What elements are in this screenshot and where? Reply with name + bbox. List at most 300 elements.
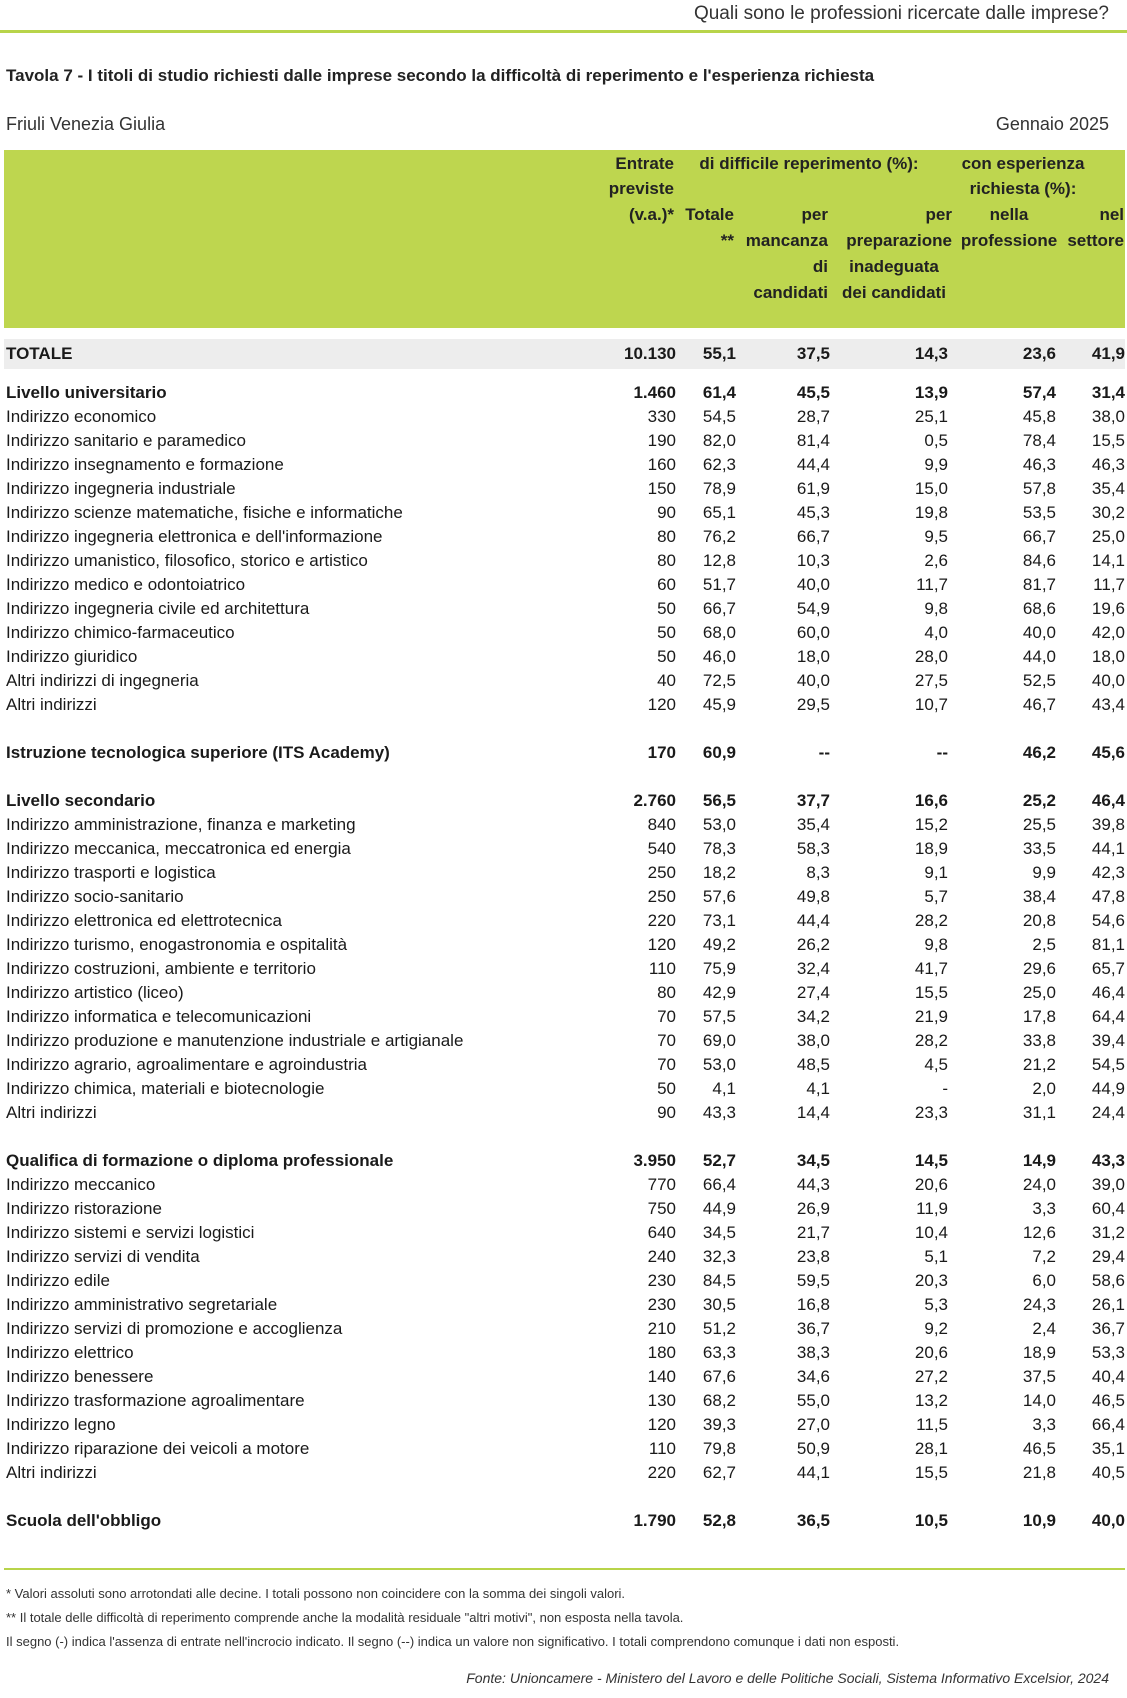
row-value: 44,0 — [1022, 647, 1056, 666]
row-value: 60,0 — [796, 623, 830, 642]
col-professione-line1: nella — [989, 205, 1029, 224]
row-value: 170 — [647, 743, 676, 762]
row-value: 28,2 — [914, 1031, 948, 1050]
row-value: 35,1 — [1091, 1439, 1125, 1458]
row-value: 20,6 — [914, 1343, 948, 1362]
row-value: 50 — [657, 1079, 676, 1098]
row-value: 27,2 — [914, 1367, 948, 1386]
row-value: 19,8 — [914, 503, 948, 522]
row-value: 21,9 — [914, 1007, 948, 1026]
row-value: 46,4 — [1091, 983, 1125, 1002]
row-value: 750 — [647, 1199, 676, 1218]
row-value: 18,9 — [914, 839, 948, 858]
row-value: 140 — [647, 1367, 676, 1386]
row-value: 27,5 — [914, 671, 948, 690]
row-value: 160 — [647, 455, 676, 474]
table-row — [6, 477, 1125, 501]
row-value: 79,8 — [702, 1439, 736, 1458]
row-value: 9,9 — [1032, 863, 1056, 882]
row-label: Indirizzo meccanica, meccatronica ed energia — [6, 839, 351, 858]
row-value: 34,2 — [796, 1007, 830, 1026]
table-row — [6, 501, 1125, 525]
row-value: 44,4 — [796, 455, 830, 474]
row-value: 50 — [657, 647, 676, 666]
row-value: 9,8 — [924, 935, 948, 954]
row-label: Indirizzo scienze matematiche, fisiche e informatiche — [6, 503, 403, 522]
row-value: 33,5 — [1022, 839, 1056, 858]
col-preparazione-line2: preparazione — [846, 231, 952, 250]
row-label: Indirizzo meccanico — [6, 1175, 156, 1194]
row-value: 52,8 — [702, 1511, 736, 1530]
row-label: Indirizzo ingegneria elettronica e dell'informazione — [6, 527, 383, 546]
row-value: 1.460 — [633, 383, 676, 402]
table-row — [6, 429, 1125, 453]
row-label: Indirizzo economico — [6, 407, 157, 426]
row-value: - — [942, 1079, 948, 1098]
row-label: Indirizzo giuridico — [6, 647, 138, 666]
row-value: 55,0 — [796, 1391, 830, 1410]
row-label: Indirizzo artistico (liceo) — [6, 983, 184, 1002]
row-value: 640 — [647, 1223, 676, 1242]
row-label: Altri indirizzi — [6, 1103, 97, 1122]
row-label: Indirizzo chimico-farmaceutico — [6, 623, 235, 642]
table-row — [6, 525, 1125, 549]
col-preparazione-line4: dei candidati — [842, 283, 946, 302]
row-value: 41,7 — [914, 959, 948, 978]
row-value: 16,6 — [914, 791, 948, 810]
row-value: 26,2 — [796, 935, 830, 954]
row-value: 120 — [647, 695, 676, 714]
row-label: Altri indirizzi — [6, 1463, 97, 1482]
row-value: 14,0 — [1022, 1391, 1056, 1410]
row-value: 52,5 — [1022, 671, 1056, 690]
table-row — [6, 621, 1125, 645]
table-row — [6, 885, 1125, 909]
table-row — [6, 933, 1125, 957]
row-value: 20,6 — [914, 1175, 948, 1194]
row-label: Indirizzo socio-sanitario — [6, 887, 184, 906]
row-value: 770 — [647, 1175, 676, 1194]
row-value: 78,4 — [1022, 431, 1056, 450]
row-value: 53,5 — [1022, 503, 1056, 522]
row-value: 4,0 — [924, 623, 948, 642]
row-value: 14,1 — [1091, 551, 1125, 570]
row-label: Indirizzo servizi di promozione e accoglienza — [6, 1319, 343, 1338]
row-value: 76,2 — [702, 527, 736, 546]
table-row — [6, 1077, 1125, 1101]
row-label: Indirizzo sanitario e paramedico — [6, 431, 247, 450]
row-value: 540 — [647, 839, 676, 858]
row-value: 80 — [657, 551, 676, 570]
row-value: 23,3 — [914, 1103, 948, 1122]
row-value: 44,9 — [1091, 1079, 1125, 1098]
row-value: 46,5 — [1022, 1439, 1056, 1458]
row-value: 3.950 — [633, 1151, 676, 1170]
row-value: 2,5 — [1032, 935, 1056, 954]
table-row — [6, 1341, 1125, 1365]
row-label: Indirizzo informatica e telecomunicazioni — [6, 1007, 312, 1026]
table-row — [6, 1029, 1125, 1053]
table-row — [6, 1269, 1125, 1293]
row-value: 49,8 — [796, 887, 830, 906]
row-value: 35,4 — [796, 815, 830, 834]
row-value: 13,2 — [914, 1391, 948, 1410]
col-totale-line1: Totale — [685, 205, 734, 224]
table-row — [6, 405, 1125, 429]
row-value: 31,4 — [1091, 383, 1125, 402]
table-row — [6, 1005, 1125, 1029]
row-value: 7,2 — [1032, 1247, 1056, 1266]
row-value: 2,0 — [1032, 1079, 1056, 1098]
row-value: 10.130 — [624, 344, 676, 363]
row-value: 53,3 — [1091, 1343, 1125, 1362]
row-value: 2,4 — [1032, 1319, 1056, 1338]
row-value: 10,7 — [914, 695, 948, 714]
row-value: 58,6 — [1091, 1271, 1125, 1290]
col-group-esperienza-line1: con esperienza — [961, 154, 1085, 173]
row-value: 44,1 — [796, 1463, 830, 1482]
row-label: Indirizzo ingegneria civile ed architettura — [6, 599, 310, 618]
row-value: 46,0 — [702, 647, 736, 666]
col-entrate-line1: Entrate — [615, 154, 674, 173]
row-label: Indirizzo medico e odontoiatrico — [6, 575, 246, 594]
row-value: 23,6 — [1022, 344, 1056, 363]
row-label: Livello universitario — [6, 383, 167, 402]
row-value: 75,9 — [702, 959, 736, 978]
row-value: 57,8 — [1022, 479, 1056, 498]
row-value: 29,6 — [1022, 959, 1056, 978]
row-value: 34,6 — [796, 1367, 830, 1386]
row-value: 9,8 — [924, 599, 948, 618]
table-row — [6, 381, 1125, 405]
row-value: 120 — [647, 935, 676, 954]
row-value: 29,4 — [1091, 1247, 1125, 1266]
row-value: 3,3 — [1032, 1199, 1056, 1218]
row-value: 10,5 — [914, 1511, 948, 1530]
row-value: 11,5 — [916, 1415, 948, 1434]
row-label: Indirizzo ristorazione — [6, 1199, 162, 1218]
footnote-1: * Valori assoluti sono arrotondati alle decine. I totali possono non coincidere con la somma dei singoli valori. — [6, 1586, 626, 1601]
row-value: 28,0 — [914, 647, 948, 666]
row-label: Indirizzo elettrico — [6, 1343, 134, 1362]
col-entrate-line3: (v.a.)* — [628, 205, 674, 224]
row-value: 17,8 — [1022, 1007, 1056, 1026]
row-label: Altri indirizzi — [6, 695, 97, 714]
row-value: 30,5 — [702, 1295, 736, 1314]
row-value: 50 — [657, 599, 676, 618]
row-value: 18,9 — [1022, 1343, 1056, 1362]
row-value: 40,0 — [1022, 623, 1056, 642]
row-value: 20,3 — [914, 1271, 948, 1290]
row-value: 57,5 — [702, 1007, 736, 1026]
region-label: Friuli Venezia Giulia — [6, 114, 166, 134]
row-value: 84,5 — [702, 1271, 736, 1290]
row-value: 18,0 — [1091, 647, 1125, 666]
row-value: 5,7 — [924, 887, 948, 906]
table-row — [6, 597, 1125, 621]
table-row — [6, 861, 1125, 885]
row-value: 78,3 — [702, 839, 736, 858]
row-value: 46,3 — [1022, 455, 1056, 474]
row-value: 40 — [657, 671, 676, 690]
row-value: 55,1 — [702, 344, 736, 363]
footnote-3: Il segno (-) indica l'assenza di entrate nell'incrocio indicato. Il segno (--) indica un valore non significativo. I totali comprendono comunque i dati non esposti. — [6, 1634, 900, 1649]
row-value: 11,7 — [916, 575, 948, 594]
row-value: 32,4 — [796, 959, 830, 978]
row-value: 27,0 — [796, 1415, 830, 1434]
table-row — [6, 1365, 1125, 1389]
row-value: 46,2 — [1022, 743, 1056, 762]
row-value: 13,9 — [914, 383, 948, 402]
row-value: 63,3 — [702, 1343, 736, 1362]
table-row — [6, 1317, 1125, 1341]
row-value: 15,5 — [914, 1463, 948, 1482]
row-label: Indirizzo ingegneria industriale — [6, 479, 236, 498]
row-value: 40,0 — [796, 671, 830, 690]
row-value: 16,8 — [796, 1295, 830, 1314]
row-value: 14,3 — [914, 344, 948, 363]
row-value: 52,7 — [702, 1151, 736, 1170]
table-row — [6, 342, 1125, 366]
col-mancanza-line3: di — [812, 257, 828, 276]
row-value: 35,4 — [1091, 479, 1125, 498]
row-value: 54,5 — [702, 407, 736, 426]
row-value: 40,0 — [1091, 1511, 1125, 1530]
header-rule — [0, 30, 1127, 33]
row-value: 62,3 — [702, 455, 736, 474]
row-value: 36,7 — [1091, 1319, 1125, 1338]
row-value: 56,5 — [702, 791, 736, 810]
row-value: 66,4 — [702, 1175, 736, 1194]
row-value: 20,8 — [1022, 911, 1056, 930]
row-value: 42,3 — [1091, 863, 1125, 882]
table-row — [6, 837, 1125, 861]
row-value: 26,9 — [796, 1199, 830, 1218]
row-label: Indirizzo umanistico, filosofico, storico e artistico — [6, 551, 368, 570]
row-value: 48,5 — [796, 1055, 830, 1074]
row-label: Indirizzo trasformazione agroalimentare — [6, 1391, 305, 1410]
row-value: 54,6 — [1091, 911, 1125, 930]
table-row — [6, 957, 1125, 981]
table-row — [6, 1461, 1125, 1485]
table-row — [6, 1101, 1125, 1125]
col-group-esperienza-line2: richiesta (%): — [969, 179, 1077, 198]
row-value: 81,4 — [796, 431, 830, 450]
row-value: 70 — [657, 1031, 676, 1050]
row-value: 44,9 — [702, 1199, 736, 1218]
row-value: 65,7 — [1091, 959, 1125, 978]
row-label: Qualifica di formazione o diploma professionale — [6, 1151, 394, 1170]
row-value: 34,5 — [702, 1223, 736, 1242]
row-value: 4,5 — [924, 1055, 948, 1074]
row-value: 220 — [647, 911, 676, 930]
row-label: Indirizzo amministrazione, finanza e marketing — [6, 815, 356, 834]
table-row — [6, 1437, 1125, 1461]
row-value: 39,8 — [1091, 815, 1125, 834]
row-value: 190 — [647, 431, 676, 450]
row-value: 25,0 — [1091, 527, 1125, 546]
row-value: 12,6 — [1022, 1223, 1056, 1242]
row-value: 37,5 — [796, 344, 830, 363]
row-value: 41,9 — [1091, 344, 1125, 363]
row-value: 44,4 — [796, 911, 830, 930]
row-value: 67,6 — [702, 1367, 736, 1386]
row-value: -- — [818, 743, 830, 762]
row-value: 64,4 — [1091, 1007, 1125, 1026]
row-label: Livello secondario — [6, 791, 156, 810]
row-value: 25,0 — [1022, 983, 1056, 1002]
row-value: 37,7 — [796, 791, 830, 810]
row-value: 40,5 — [1091, 1463, 1125, 1482]
section-title: Quali sono le professioni ricercate dalle imprese? — [693, 3, 1109, 24]
period-label: Gennaio 2025 — [995, 114, 1109, 134]
row-value: 80 — [657, 983, 676, 1002]
row-value: 58,3 — [796, 839, 830, 858]
row-label: Indirizzo costruzioni, ambiente e territorio — [6, 959, 316, 978]
row-value: 36,5 — [796, 1511, 830, 1530]
row-value: 42,0 — [1091, 623, 1125, 642]
row-value: 4,1 — [712, 1079, 736, 1098]
row-value: 26,1 — [1091, 1295, 1125, 1314]
row-value: 50 — [657, 623, 676, 642]
table-row — [6, 1197, 1125, 1221]
row-value: 28,1 — [914, 1439, 948, 1458]
row-value: 230 — [647, 1271, 676, 1290]
row-value: 84,6 — [1022, 551, 1056, 570]
table-row — [6, 1173, 1125, 1197]
row-label: Indirizzo legno — [6, 1415, 116, 1434]
row-value: 70 — [657, 1007, 676, 1026]
row-label: Indirizzo turismo, enogastronomia e ospitalità — [6, 935, 348, 954]
row-value: 70 — [657, 1055, 676, 1074]
row-value: -- — [936, 743, 948, 762]
row-value: 46,4 — [1091, 791, 1125, 810]
row-value: 49,2 — [702, 935, 736, 954]
row-value: 15,5 — [1091, 431, 1125, 450]
col-mancanza-line2: mancanza — [745, 231, 828, 250]
row-value: 45,5 — [796, 383, 830, 402]
row-value: 46,5 — [1091, 1391, 1125, 1410]
row-value: 24,3 — [1022, 1295, 1056, 1314]
col-preparazione-line1: per — [925, 205, 952, 224]
row-value: 59,5 — [796, 1271, 830, 1290]
row-value: 8,3 — [806, 863, 830, 882]
row-value: 39,3 — [702, 1415, 736, 1434]
row-value: 72,5 — [702, 671, 736, 690]
row-value: 66,7 — [702, 599, 736, 618]
col-totale-line2: ** — [720, 231, 734, 250]
row-value: 73,1 — [702, 911, 736, 930]
table-header — [4, 150, 1125, 328]
row-value: 80 — [657, 527, 676, 546]
row-value: 2,6 — [924, 551, 948, 570]
row-value: 78,9 — [702, 479, 736, 498]
row-label: Indirizzo produzione e manutenzione industriale e artigianale — [6, 1031, 464, 1050]
row-value: 38,0 — [1091, 407, 1125, 426]
row-value: 37,5 — [1022, 1367, 1056, 1386]
row-value: 43,3 — [1091, 1151, 1125, 1170]
row-value: 230 — [647, 1295, 676, 1314]
row-value: 51,7 — [702, 575, 736, 594]
row-value: 23,8 — [796, 1247, 830, 1266]
row-value: 33,8 — [1022, 1031, 1056, 1050]
row-value: 4,1 — [806, 1079, 830, 1098]
row-value: 68,2 — [702, 1391, 736, 1410]
row-label: Scuola dell'obbligo — [6, 1511, 162, 1530]
row-value: 180 — [647, 1343, 676, 1362]
row-value: 25,2 — [1022, 791, 1056, 810]
row-value: 43,3 — [702, 1103, 736, 1122]
footnote-2: ** Il totale delle difficoltà di reperimento comprende anche la modalità residuale "altri motivi", non esposta nella tavola. — [6, 1610, 684, 1625]
row-value: 12,8 — [702, 551, 736, 570]
row-value: 53,0 — [702, 815, 736, 834]
table-row — [6, 909, 1125, 933]
col-group-difficile: di difficile reperimento (%): — [699, 154, 919, 173]
col-mancanza-line1: per — [801, 205, 828, 224]
row-value: 30,2 — [1091, 503, 1125, 522]
row-value: 27,4 — [796, 983, 830, 1002]
table-row — [6, 645, 1125, 669]
row-value: 18,0 — [796, 647, 830, 666]
row-label: Indirizzo insegnamento e formazione — [6, 455, 284, 474]
row-value: 40,4 — [1091, 1367, 1125, 1386]
row-value: 15,0 — [914, 479, 948, 498]
row-value: 45,8 — [1022, 407, 1056, 426]
table-row — [6, 693, 1125, 717]
row-value: 19,6 — [1091, 599, 1125, 618]
row-value: 39,4 — [1091, 1031, 1125, 1050]
row-label: Indirizzo agrario, agroalimentare e agroindustria — [6, 1055, 367, 1074]
row-label: Istruzione tecnologica superiore (ITS Academy) — [6, 743, 390, 762]
row-value: 10,3 — [796, 551, 830, 570]
row-label: Indirizzo elettronica ed elettrotecnica — [6, 911, 282, 930]
table-row — [6, 1221, 1125, 1245]
table-row — [6, 1389, 1125, 1413]
col-settore-line2: settore — [1067, 231, 1124, 250]
row-value: 18,2 — [702, 863, 736, 882]
row-label: Indirizzo riparazione dei veicoli a motore — [6, 1439, 310, 1458]
row-value: 10,9 — [1022, 1511, 1056, 1530]
row-value: 2.760 — [633, 791, 676, 810]
row-value: 15,2 — [914, 815, 948, 834]
row-value: 9,5 — [924, 527, 948, 546]
row-value: 130 — [647, 1391, 676, 1410]
row-value: 110 — [648, 1439, 676, 1458]
row-value: 29,5 — [796, 695, 830, 714]
row-value: 46,7 — [1022, 695, 1056, 714]
row-value: 110 — [648, 959, 676, 978]
row-label: Indirizzo benessere — [6, 1367, 154, 1386]
row-value: 5,3 — [924, 1295, 948, 1314]
table-row — [6, 1245, 1125, 1269]
table-row — [6, 1509, 1125, 1533]
row-value: 220 — [647, 1463, 676, 1482]
row-value: 150 — [647, 479, 676, 498]
table-row — [6, 813, 1125, 837]
source-note: Fonte: Unioncamere - Ministero del Lavoro e delle Politiche Sociali, Sistema Informativo Excelsior, 2024 — [466, 1670, 1109, 1686]
row-value: 68,0 — [702, 623, 736, 642]
row-value: 61,4 — [702, 383, 736, 402]
row-value: 82,0 — [702, 431, 736, 450]
section-header — [0, 0, 1127, 30]
row-value: 330 — [647, 407, 676, 426]
table-row — [6, 1053, 1125, 1077]
row-value: 90 — [657, 503, 676, 522]
row-value: 210 — [647, 1319, 676, 1338]
row-value: 60 — [657, 575, 676, 594]
row-value: 6,0 — [1032, 1271, 1056, 1290]
row-value: 10,4 — [914, 1223, 948, 1242]
